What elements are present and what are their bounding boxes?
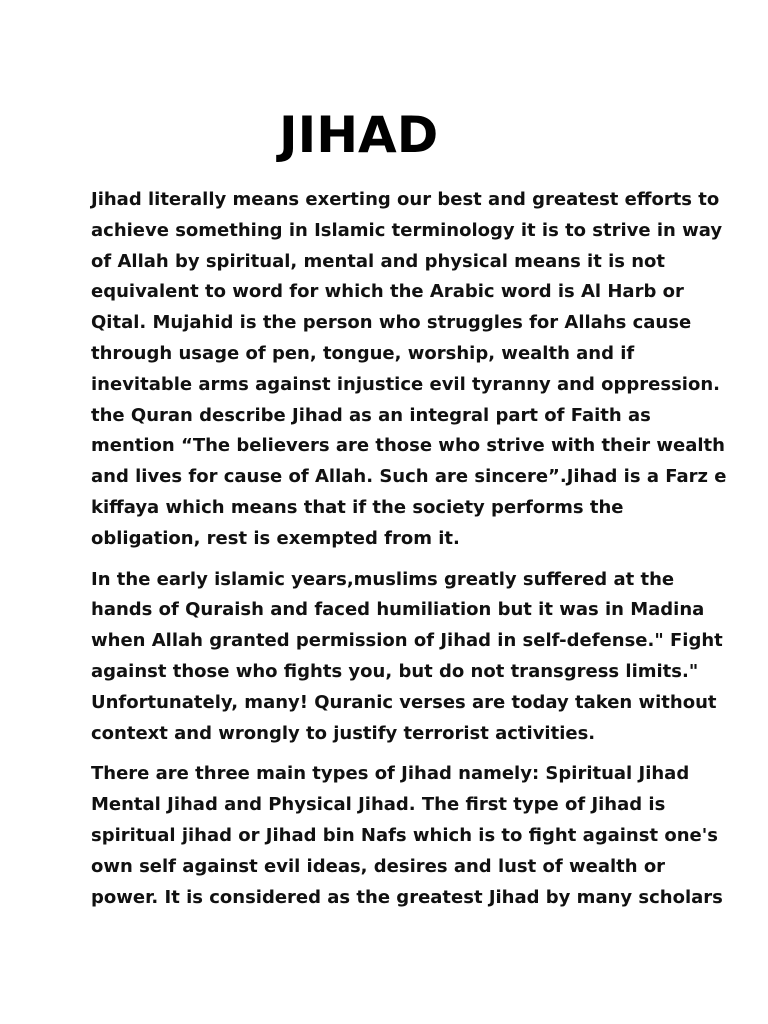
text-line: spiritual jihad or Jihad bin Nafs which is to fight against one's bbox=[91, 824, 718, 846]
text-line: achieve something in Islamic terminology it is to strive in way bbox=[91, 219, 723, 241]
text-line: Jihad literally means exerting our best and greatest efforts to bbox=[91, 189, 720, 210]
text-line: Qital. Mujahid is the person who struggles for Allahs cause bbox=[91, 312, 692, 334]
text-line: context and wrongly to justify terrorist activities. bbox=[91, 722, 596, 744]
text-line: power. It is considered as the greatest Jihad by many scholars bbox=[91, 886, 723, 908]
document-body bbox=[91, 185, 727, 913]
text-line: of Allah by spiritual, mental and physical means it is not bbox=[91, 250, 666, 272]
text-line: when Allah granted permission of Jihad in self-defense." Fight bbox=[91, 630, 723, 652]
text-line: Unfortunately, many! Quranic verses are today taken without bbox=[91, 691, 717, 713]
text-line: In the early islamic years,muslims greatly suffered at the bbox=[91, 568, 675, 590]
text-line: kiffaya which means that if the society performs the bbox=[91, 496, 624, 518]
paragraph-3 bbox=[91, 759, 723, 913]
text-line: the Quran describe Jihad as an integral part of Faith as bbox=[91, 404, 651, 426]
text-line: There are three main types of Jihad namely: Spiritual Jihad bbox=[91, 763, 690, 785]
paragraph-spacer bbox=[91, 555, 689, 565]
text-line: inevitable arms against injustice evil tyranny and oppression. bbox=[91, 373, 720, 395]
text-line: Mental Jihad and Physical Jihad. The first type of Jihad is bbox=[91, 794, 666, 816]
text-line: against those who fights you, but do not transgress limits." bbox=[91, 660, 699, 682]
text-line: own self against evil ideas, desires and lust of wealth or bbox=[91, 855, 666, 877]
text-line: hands of Quraish and faced humiliation but it was in Madina bbox=[91, 599, 705, 621]
page-title: JIHAD bbox=[279, 106, 439, 164]
text-line: obligation, rest is exempted from it. bbox=[91, 527, 460, 549]
text-line: mention “The believers are those who strive with their wealth bbox=[91, 435, 725, 457]
paragraph-2 bbox=[91, 565, 723, 750]
paragraph-1 bbox=[91, 185, 727, 555]
text-line: through usage of pen, tongue, worship, wealth and if bbox=[91, 342, 635, 364]
text-line: and lives for cause of Allah. Such are sincere”.Jihad is a Farz e bbox=[91, 466, 727, 488]
paragraph-spacer bbox=[91, 749, 689, 759]
text-line: equivalent to word for which the Arabic word is Al Harb or bbox=[91, 281, 684, 303]
